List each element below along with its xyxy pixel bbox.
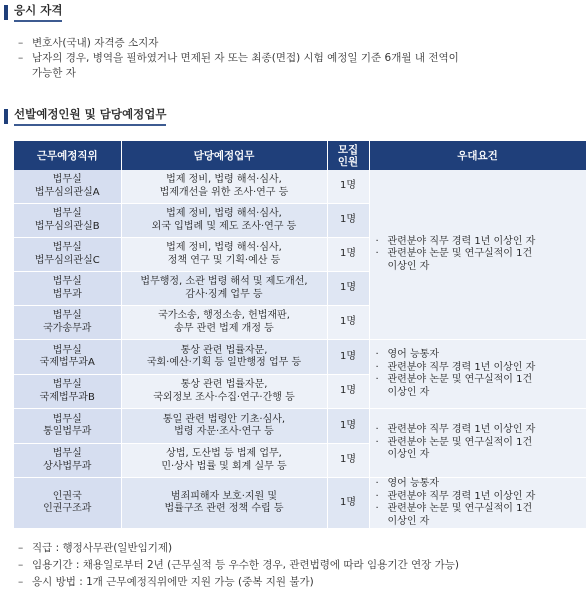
cell-duty: 통일 관련 법령안 기초·심사, 법령 자문·조사·연구 등 <box>121 409 327 444</box>
cell-duty: 범죄피해자 보호·지원 및 법률구조 관련 정책 수립 등 <box>121 478 327 529</box>
cell-count: 1명 <box>327 478 369 529</box>
cell-position: 법무실 국제법무과A <box>14 340 121 375</box>
list-item-continued: 가능한 자 <box>32 67 76 79</box>
header-preference: 우대요건 <box>369 141 586 170</box>
footer-notes <box>18 540 582 591</box>
cell-duty: 국가소송, 행정소송, 헌법재판, 송무 관련 법제 개정 등 <box>121 306 327 340</box>
cell-count: 1명 <box>327 340 369 375</box>
cell-count: 1명 <box>327 272 369 306</box>
preference-item: · 관련분야 직무 경력 1년 이상인 자 <box>375 235 536 247</box>
cell-duty: 통상 관련 법률자문, 국외정보 조사·수집·연구·간행 등 <box>121 375 327 409</box>
section-header-qualification <box>4 2 62 22</box>
cell-duty: 법제 정비, 법령 해석·심사, 외국 입법례 및 제도 조사·연구 등 <box>121 204 327 238</box>
cell-duty: 법제 정비, 법령 해석·심사, 정책 연구 및 기획·예산 등 <box>121 238 327 272</box>
cell-preference <box>369 340 586 409</box>
preference-item: · 영어 능통자 <box>375 478 439 489</box>
preference-item: · 관련분야 논문 및 연구실적이 1건 <box>375 436 533 448</box>
preference-item: · 관련분야 논문 및 연구실적이 1건 <box>375 248 533 260</box>
cell-position: 인권국 인권구조과 <box>14 478 121 529</box>
table-row <box>14 340 586 375</box>
cell-position: 법무실 국가송무과 <box>14 306 121 340</box>
list-item: – 응시 방법 : 1개 근무예정직위에만 지원 가능 (중복 지원 불가) <box>18 576 314 588</box>
header-duty: 담당예정업무 <box>121 141 327 170</box>
preference-item: 이상인 자 <box>387 260 430 272</box>
cell-duty: 상법, 도산법 등 법제 업무, 민·상사 법률 및 회계 실무 등 <box>121 444 327 478</box>
cell-count: 1명 <box>327 306 369 340</box>
preference-item: · 관련분야 직무 경력 1년 이상인 자 <box>375 361 536 373</box>
preference-item: · 관련분야 논문 및 연구실적이 1건 <box>375 374 533 385</box>
section-title: 선발예정인원 및 담당예정업무 <box>14 106 166 126</box>
list-item: – 임용기간 : 채용일로부터 2년 (근무실적 등 우수한 경우, 관련법령에 따라 임용기간 연장 가능) <box>18 559 459 571</box>
table-row <box>14 170 586 204</box>
cell-position: 법무실 상사법무과 <box>14 444 121 478</box>
section-title: 응시 자격 <box>14 2 62 22</box>
preference-item: 이상인 자 <box>387 386 430 398</box>
table-row <box>14 409 586 444</box>
header-position: 근무예정직위 <box>14 141 121 170</box>
cell-position: 법무실 법무심의관실C <box>14 238 121 272</box>
cell-position: 법무실 법무과 <box>14 272 121 306</box>
list-item: – 변호사(국내) 자격증 소지자 <box>18 37 159 49</box>
preference-item: · 영어 능통자 <box>375 349 439 360</box>
section-marker <box>4 5 8 20</box>
list-item: – 직급 : 행정사무관(일반임기제) <box>18 542 173 554</box>
cell-count: 1명 <box>327 375 369 409</box>
cell-position: 법무실 통일법무과 <box>14 409 121 444</box>
preference-item: · 관련분야 직무 경력 1년 이상인 자 <box>375 490 536 502</box>
cell-count: 1명 <box>327 204 369 238</box>
cell-count: 1명 <box>327 238 369 272</box>
cell-duty: 법무행정, 소관 법령 해석 및 제도개선, 감사·징계 업무 등 <box>121 272 327 306</box>
preference-item: 이상인 자 <box>387 515 430 527</box>
list-item: – 남자의 경우, 병역을 필하였거나 면제된 자 또는 최종(면접) 시험 예정일 기준 6개월 내 전역이 <box>18 52 459 64</box>
section-marker <box>4 109 8 124</box>
cell-count: 1명 <box>327 170 369 204</box>
cell-preference <box>369 409 586 478</box>
preference-item: · 관련분야 논문 및 연구실적이 1건 <box>375 503 533 514</box>
cell-position: 법무실 법무심의관실B <box>14 204 121 238</box>
positions-table <box>14 141 586 529</box>
preference-item: · 관련분야 직무 경력 1년 이상인 자 <box>375 424 536 436</box>
qualification-list <box>18 36 580 81</box>
table-row <box>14 478 586 529</box>
cell-duty: 법제 정비, 법령 해석·심사, 법제개선을 위한 조사·연구 등 <box>121 170 327 204</box>
table-header-row <box>14 141 586 170</box>
cell-count: 1명 <box>327 444 369 478</box>
cell-count: 1명 <box>327 409 369 444</box>
section-header-positions <box>4 106 166 126</box>
preference-item: 이상인 자 <box>387 449 430 461</box>
header-count: 모집 인원 <box>327 141 369 170</box>
cell-position: 법무실 국제법무과B <box>14 375 121 409</box>
cell-duty: 통상 관련 법률자문, 국회·예산·기획 등 일반행정 업무 등 <box>121 340 327 375</box>
cell-preference <box>369 170 586 340</box>
cell-preference <box>369 478 586 529</box>
cell-position: 법무실 법무심의관실A <box>14 170 121 204</box>
